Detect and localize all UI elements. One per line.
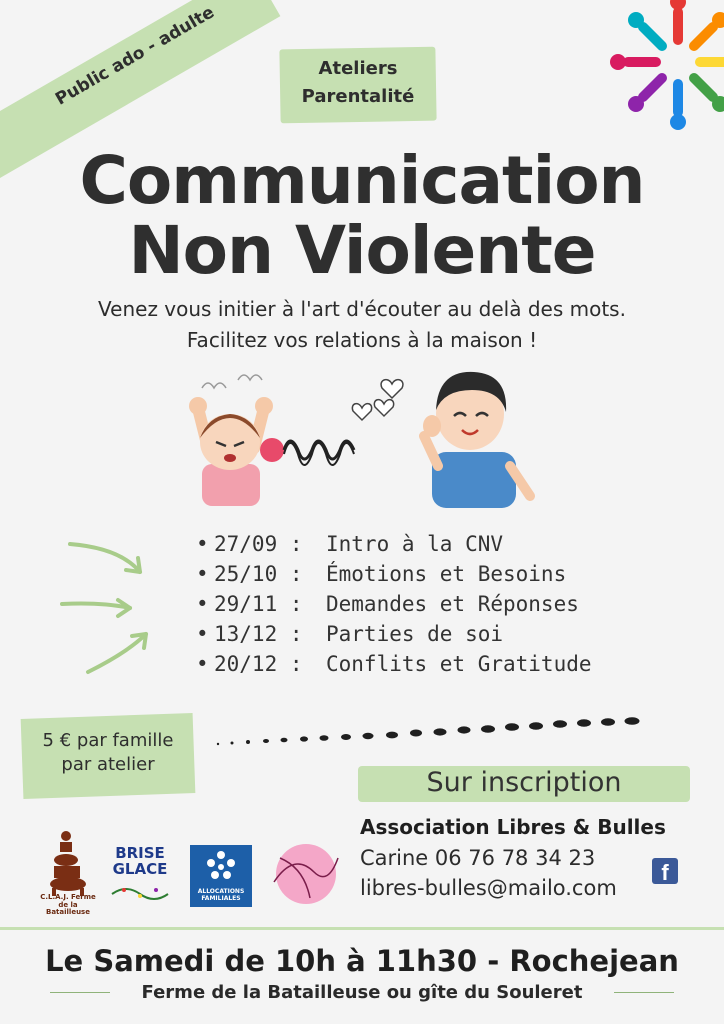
tag-line-2: Parentalité [301, 86, 415, 107]
clad-logo [40, 828, 96, 898]
audience-label: Public ado - adulte [52, 2, 218, 110]
clad-logo-text: C.L.A.J. Ferme de la Batailleuse [40, 893, 96, 917]
list-item: • 27/09 : Intro à la CNV [196, 532, 504, 556]
list-item: • 29/11 : Demandes et Réponses [196, 592, 579, 616]
intro-line-1: Venez vous initier à l'art d'écouter au delà des mots. [98, 297, 626, 321]
caf-logo-text: ALLOCATIONS FAMILIALES [197, 888, 245, 902]
heart-icon [350, 368, 420, 428]
price-line-2: par atelier [61, 754, 155, 775]
facebook-icon[interactable]: f [652, 858, 678, 884]
price-line-1: 5 € par famille [42, 730, 174, 751]
list-item: • 20/12 : Conflits et Gratitude [196, 652, 592, 676]
contact-phone: Carine 06 76 78 34 23 [360, 846, 596, 870]
inscription-label: Sur inscription [426, 767, 622, 798]
brise-glace-decoration [108, 884, 172, 904]
caf-emblem-icon [204, 849, 238, 885]
intro-line-2: Facilitez vos relations à la maison ! [186, 328, 538, 352]
page-title-line-2: Non Violente [128, 212, 596, 289]
people-circle-icon [600, 0, 724, 135]
footer-divider [0, 927, 724, 930]
brise-glace-logo: BRISE GLACE [112, 844, 168, 878]
list-item: • 25/10 : Émotions et Besoins [196, 562, 567, 586]
dotted-trail [212, 712, 658, 752]
contact-email[interactable]: libres-bulles@mailo.com [360, 876, 617, 900]
page-title-line-1: Communication [79, 142, 645, 219]
list-item: • 13/12 : Parties de soi [196, 622, 504, 646]
association-name: Association Libres & Bulles [360, 815, 666, 839]
bubbles-logo [266, 838, 342, 910]
footer-title: Le Samedi de 10h à 11h30 - Rochejean [45, 944, 679, 978]
arrow-icon [58, 532, 158, 682]
listening-boy-illustration [418, 366, 538, 510]
tag-line-1: Ateliers [318, 58, 398, 79]
footer-subtitle: Ferme de la Batailleuse ou gîte du Souleret [141, 982, 583, 1003]
angry-girl-illustration [184, 368, 370, 510]
